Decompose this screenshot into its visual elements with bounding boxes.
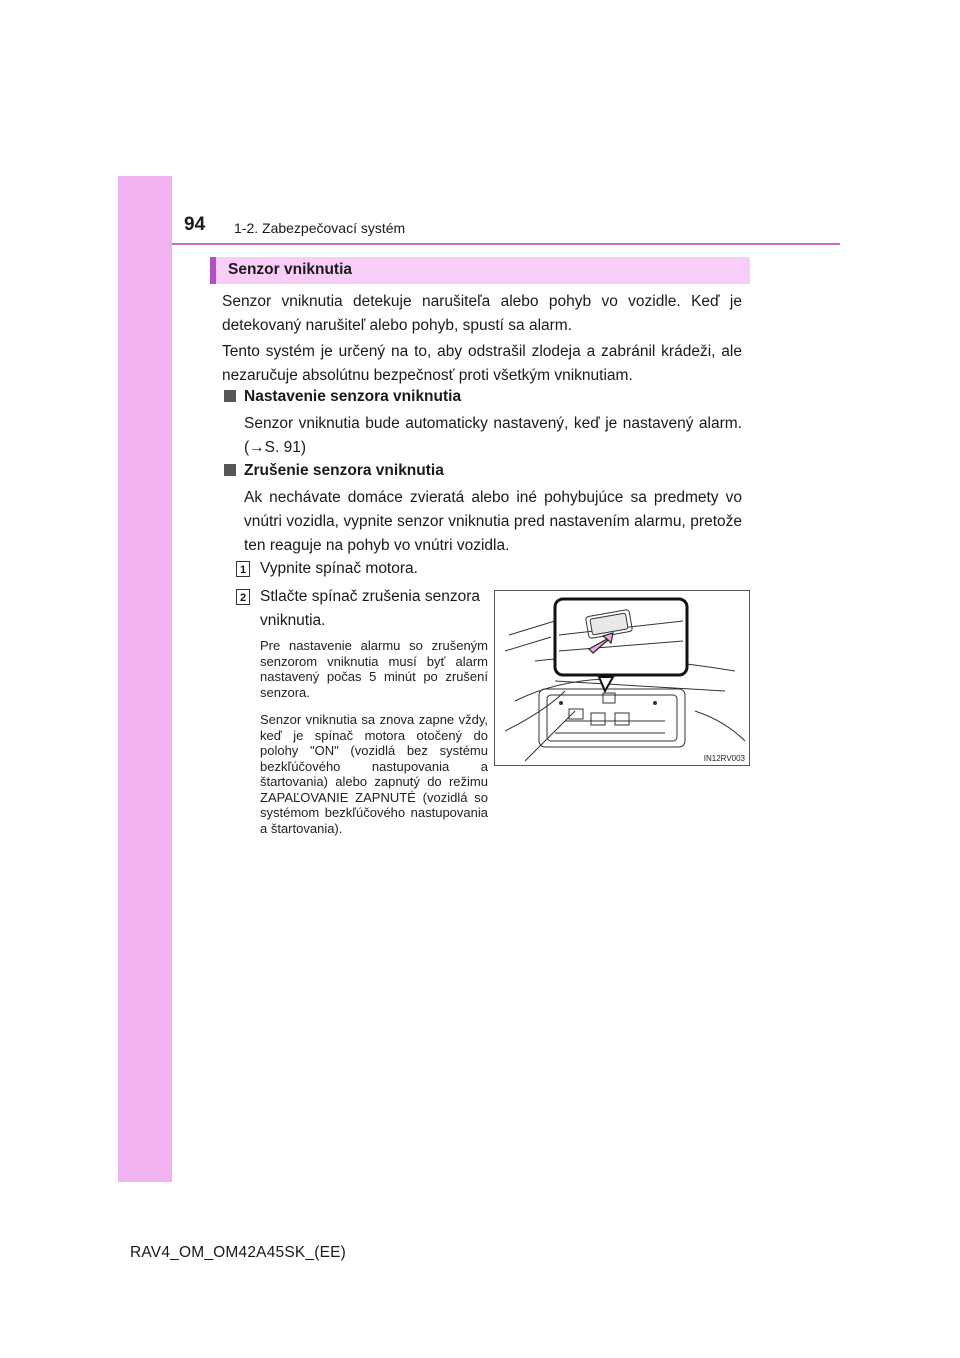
cancel-body: Ak nechávate domáce zvieratá alebo iné pohybujúce sa predmety vo vnútri vozidla, vypnite senzor vniknutia pred nastavením alarmu, pretože ten reaguje na pohyb vo vnútri vozidla.: [244, 489, 742, 554]
note-2: Senzor vniknutia sa znova zapne vždy, keď je spínač motora otočený do polohy "ON" (vozidlá bez systému bezkľúčového nastupovania a štartovania) alebo zapnutý do režimu ZAPAĽOVANIE ZAPNUTÉ (vozidlá so systémom bezkľúčového nastupovania a štartovania).: [260, 712, 488, 836]
step-number-2: 2: [236, 589, 250, 605]
document-code: RAV4_OM_OM42A45SK_(EE): [130, 1244, 347, 1261]
square-bullet-icon: [224, 390, 236, 402]
setting-heading-text: Nastavenie senzora vniknutia: [244, 388, 462, 405]
overhead-console-illustration: [494, 590, 750, 766]
setting-body: Senzor vniknutia bude automaticky nastavený, keď je nastavený alarm. (→S. 91): [244, 415, 742, 456]
setting-heading: [224, 388, 461, 406]
intro-paragraph-2: Tento systém je určený na to, aby odstrašil zlodeja a zabránil krádeži, ale nezaručuje absolútnu bezpečnosť proti všetkým vniknutiam.: [222, 343, 742, 384]
square-bullet-icon: [224, 464, 236, 476]
page-number: 94: [184, 214, 206, 235]
illustration-drawing: [495, 591, 750, 766]
topic-banner: [210, 257, 750, 284]
intro-paragraph-1: Senzor vniknutia detekuje narušiteľa alebo pohyb vo vozidle. Keď je detekovaný narušiteľ alebo pohyb, spustí sa alarm.: [222, 293, 742, 334]
step-number-1: 1: [236, 561, 250, 577]
figure-code: IN12RV003: [703, 754, 745, 763]
topic-title: Senzor vniknutia: [228, 261, 353, 278]
step-text-2: Stlačte spínač zrušenia senzora vniknutia.: [260, 588, 480, 629]
cancel-heading: [224, 462, 444, 480]
cancel-heading-text: Zrušenie senzora vniknutia: [244, 462, 444, 479]
step-text-1: Vypnite spínač motora.: [260, 560, 418, 577]
margin-tab: [118, 176, 172, 1182]
note-1: Pre nastavenie alarmu so zrušeným senzorom vniknutia musí byť alarm nastavený počas 5 minút po zrušení senzora.: [260, 638, 488, 700]
header-divider: [172, 243, 840, 245]
section-title: 1-2. Zabezpečovací systém: [234, 220, 406, 236]
